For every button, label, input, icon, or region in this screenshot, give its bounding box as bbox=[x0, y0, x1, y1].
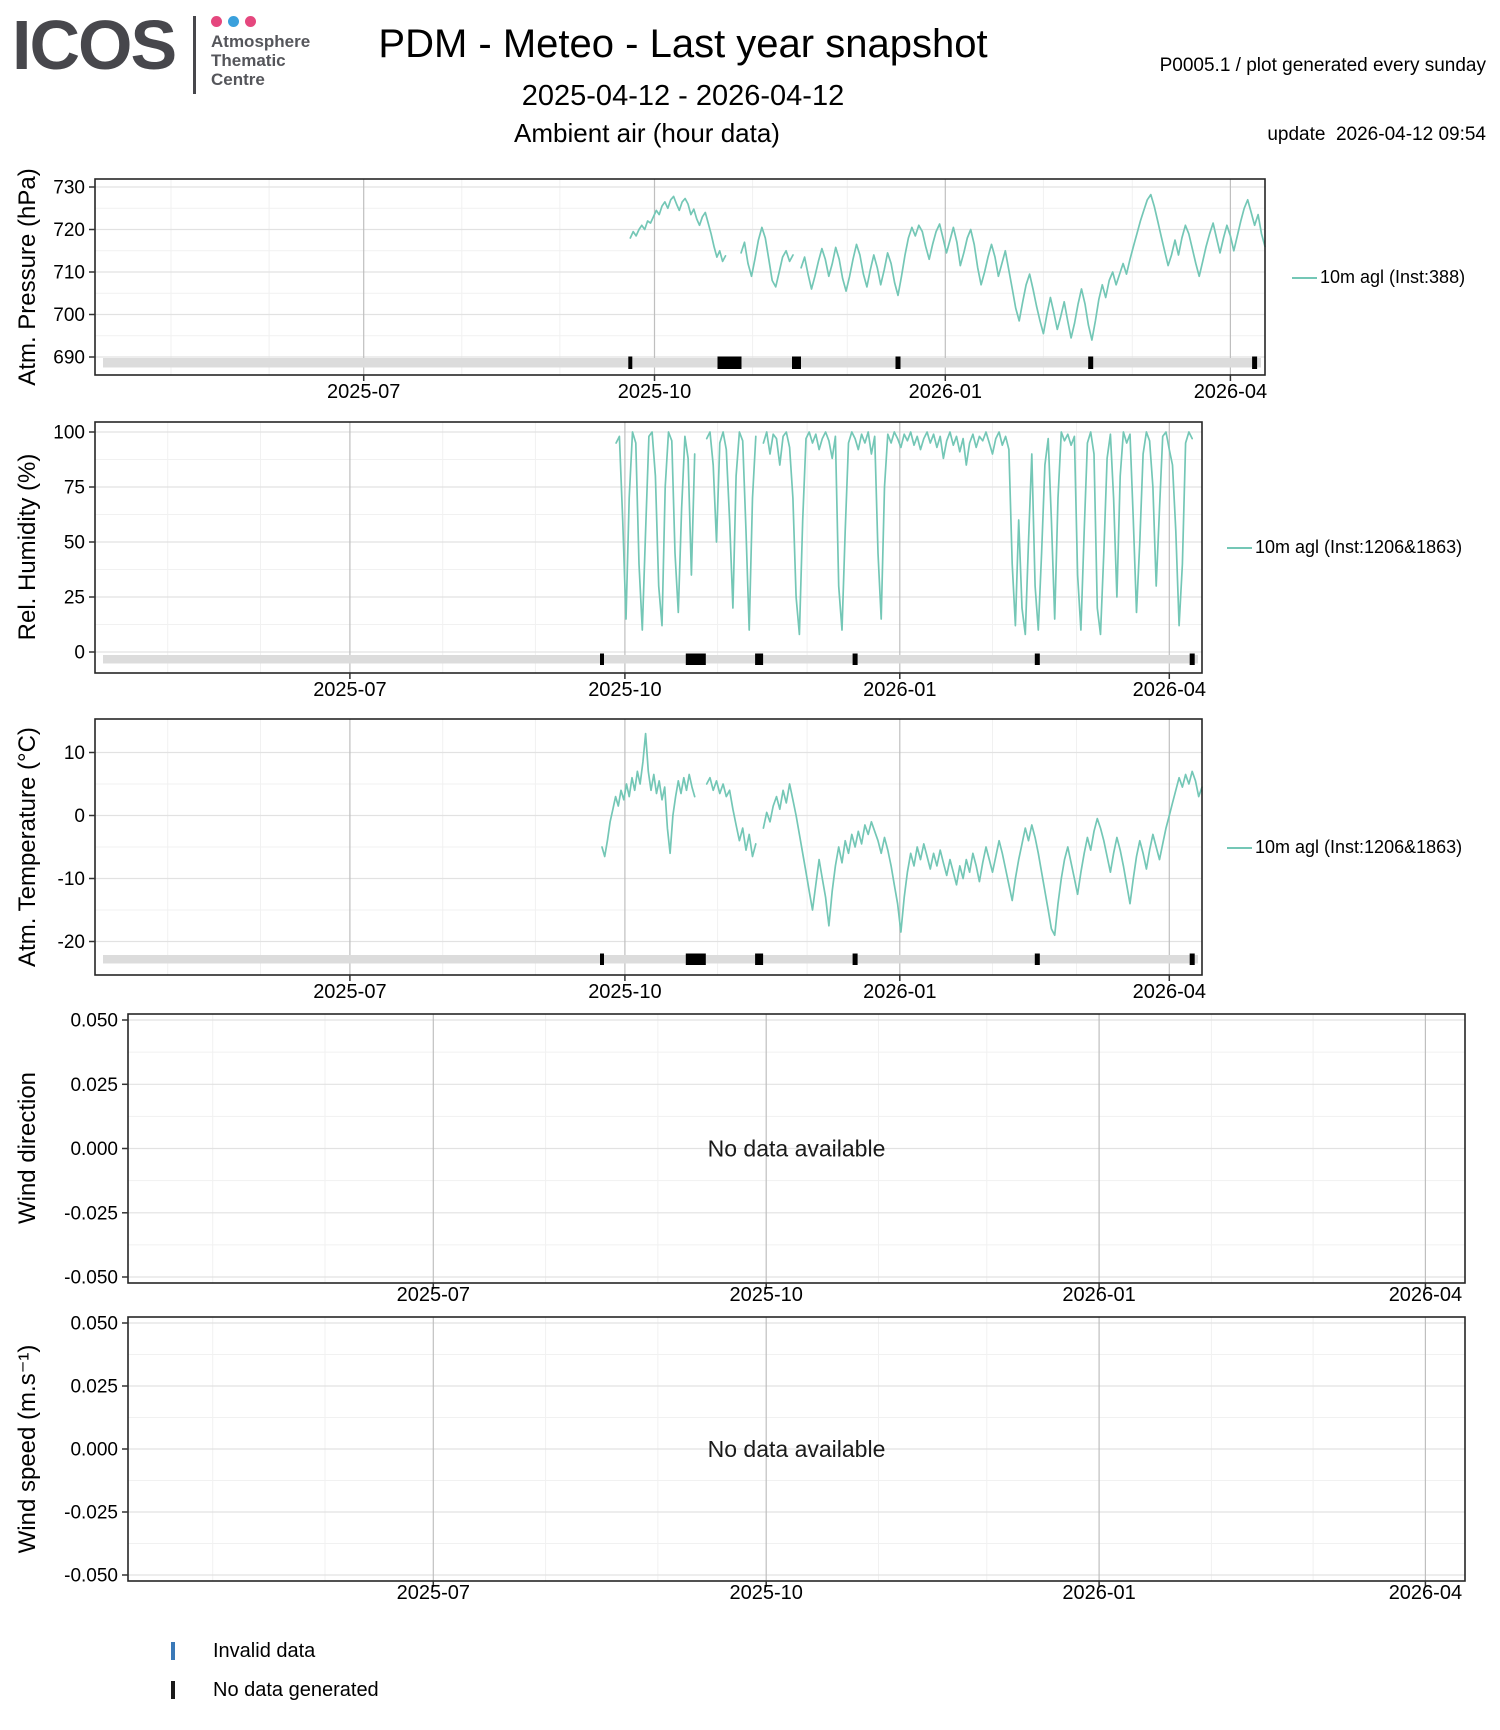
svg-text:75: 75 bbox=[63, 477, 85, 499]
y-axis-title-wind-speed: Wind speed (m.s⁻¹) bbox=[14, 1344, 41, 1554]
panel-rel_humidity-series bbox=[616, 432, 1192, 634]
legend-invalid-data bbox=[171, 1640, 315, 1662]
panel-rel_humidity bbox=[53, 422, 1206, 701]
icos-logo: ICOS bbox=[12, 6, 176, 84]
svg-text:0.000: 0.000 bbox=[70, 1439, 118, 1461]
svg-text:690: 690 bbox=[53, 347, 85, 369]
svg-text:100: 100 bbox=[53, 422, 85, 444]
panel-wind_speed-no-data-text: No data available bbox=[707, 1436, 886, 1462]
panel-rel_humidity-quality-bar bbox=[103, 654, 1198, 666]
legend-label: 10m agl (Inst:1206&1863) bbox=[1255, 837, 1463, 857]
legend-temperature bbox=[1227, 837, 1462, 858]
panel-atm_temperature bbox=[58, 719, 1206, 1003]
svg-text:2026-01: 2026-01 bbox=[863, 679, 937, 701]
logo-unit-line: Centre bbox=[211, 70, 265, 89]
panel-wind_speed bbox=[64, 1314, 1465, 1605]
svg-text:-10: -10 bbox=[57, 869, 85, 890]
no-data-generated-label: No data generated bbox=[213, 1678, 379, 1701]
svg-text:2025-10: 2025-10 bbox=[729, 1582, 803, 1604]
legend-label: 10m agl (Inst:388) bbox=[1320, 267, 1466, 287]
svg-text:-20: -20 bbox=[57, 932, 85, 953]
svg-text:2025-10: 2025-10 bbox=[729, 1284, 803, 1306]
svg-text:2026-04: 2026-04 bbox=[1388, 1284, 1463, 1306]
legend-label: 10m agl (Inst:1206&1863) bbox=[1255, 537, 1463, 557]
svg-text:2025-10: 2025-10 bbox=[588, 981, 662, 1003]
legend-humidity bbox=[1227, 537, 1462, 558]
invalid-data-tick-icon bbox=[171, 1642, 175, 1660]
svg-text:2026-04: 2026-04 bbox=[1388, 1582, 1463, 1604]
svg-text:25: 25 bbox=[63, 587, 85, 609]
panel-atm_pressure-series bbox=[630, 195, 1265, 340]
page-title: PDM - Meteo - Last year snapshot bbox=[378, 22, 988, 66]
panel-atm_pressure bbox=[53, 178, 1267, 404]
svg-text:2025-07: 2025-07 bbox=[396, 1284, 471, 1306]
svg-text:0.025: 0.025 bbox=[70, 1074, 118, 1096]
svg-text:2026-01: 2026-01 bbox=[1062, 1284, 1136, 1306]
invalid-data-label: Invalid data bbox=[213, 1639, 316, 1662]
svg-text:730: 730 bbox=[53, 177, 85, 199]
panel-wind_direction-no-data-text: No data available bbox=[707, 1135, 886, 1162]
svg-text:-0.025: -0.025 bbox=[64, 1203, 118, 1225]
svg-text:2025-07: 2025-07 bbox=[313, 981, 387, 1003]
svg-text:2025-07: 2025-07 bbox=[396, 1582, 471, 1604]
y-axis-title-humidity: Rel. Humidity (%) bbox=[14, 453, 41, 641]
legend-no-data-generated bbox=[171, 1679, 379, 1701]
y-axis-title-temperature: Atm. Temperature (°C) bbox=[14, 727, 41, 967]
svg-text:2025-10: 2025-10 bbox=[617, 381, 692, 403]
panel-group-title: Ambient air (hour data) bbox=[514, 118, 780, 148]
plot-note-line1: P0005.1 / plot generated every sunday bbox=[1159, 55, 1486, 76]
svg-text:-0.050: -0.050 bbox=[64, 1565, 118, 1587]
svg-text:50: 50 bbox=[63, 532, 85, 554]
date-range-subtitle: 2025-04-12 - 2026-04-12 bbox=[521, 80, 845, 112]
legend-line-sample-icon bbox=[1227, 547, 1252, 549]
no-data-generated-tick-icon bbox=[171, 1681, 175, 1699]
svg-text:0: 0 bbox=[74, 642, 85, 664]
plot-note-line2: update 2026-04-12 09:54 bbox=[1267, 124, 1486, 145]
logo-unit-line: Atmosphere bbox=[211, 32, 311, 51]
svg-text:0.000: 0.000 bbox=[70, 1139, 118, 1160]
svg-text:2026-01: 2026-01 bbox=[1062, 1582, 1136, 1604]
svg-text:2026-04: 2026-04 bbox=[1193, 381, 1268, 403]
svg-text:2025-07: 2025-07 bbox=[326, 381, 401, 403]
logo-unit-line: Thematic bbox=[211, 51, 286, 70]
panel-atm_temperature-grid-minor bbox=[95, 719, 1202, 975]
svg-text:0.050: 0.050 bbox=[70, 1313, 118, 1335]
panel-atm_temperature-quality-bar bbox=[103, 954, 1198, 966]
svg-text:700: 700 bbox=[53, 305, 85, 326]
legend-pressure bbox=[1292, 267, 1465, 288]
panel-atm_temperature-series bbox=[602, 734, 1202, 936]
svg-text:0.025: 0.025 bbox=[70, 1376, 118, 1398]
svg-text:-0.050: -0.050 bbox=[64, 1267, 118, 1289]
svg-text:2026-04: 2026-04 bbox=[1132, 679, 1207, 701]
legend-line-sample-icon bbox=[1292, 277, 1317, 279]
svg-text:-0.025: -0.025 bbox=[64, 1502, 118, 1524]
panel-atm_pressure-quality-bar bbox=[103, 357, 1261, 370]
svg-text:710: 710 bbox=[53, 262, 85, 284]
svg-text:2026-01: 2026-01 bbox=[863, 981, 937, 1003]
svg-text:0.050: 0.050 bbox=[70, 1010, 118, 1032]
svg-text:2025-10: 2025-10 bbox=[588, 679, 662, 701]
y-axis-title-wind-direction: Wind direction bbox=[14, 1071, 41, 1225]
y-axis-title-pressure: Atm. Pressure (hPa) bbox=[14, 168, 41, 386]
svg-text:720: 720 bbox=[53, 220, 85, 241]
svg-text:2026-04: 2026-04 bbox=[1132, 981, 1207, 1003]
legend-line-sample-icon bbox=[1227, 847, 1252, 849]
panel-wind_direction bbox=[64, 1011, 1465, 1307]
svg-text:2026-01: 2026-01 bbox=[908, 381, 983, 403]
svg-text:10: 10 bbox=[63, 743, 85, 764]
svg-text:0: 0 bbox=[74, 806, 85, 827]
svg-text:2025-07: 2025-07 bbox=[313, 679, 387, 701]
